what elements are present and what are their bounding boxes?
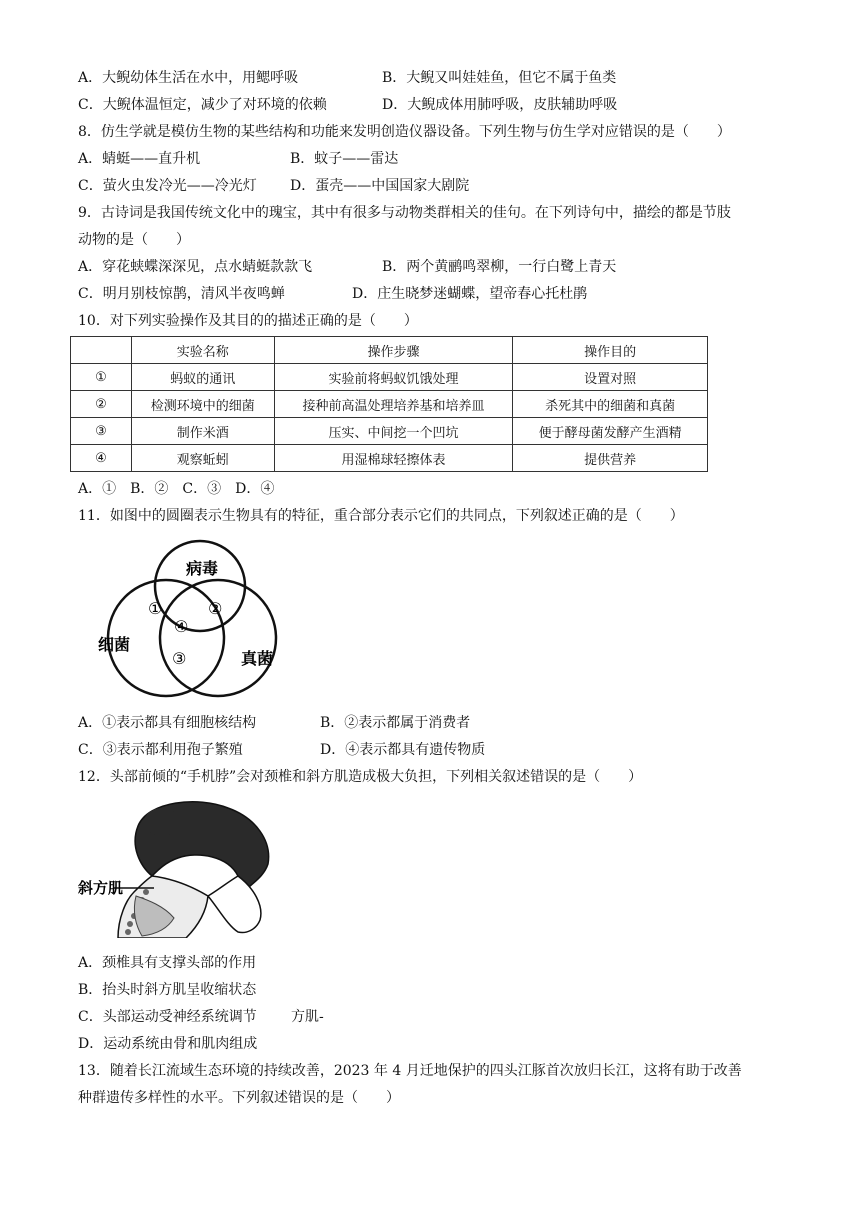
q7-option-b: B．大鲵又叫娃娃鱼，但它不属于鱼类 [382,70,617,86]
bacteria-label: 细菌 [98,635,131,654]
fungi-circle [160,580,276,696]
q8-option-d: D．蛋壳——中国国家大剧院 [290,178,470,194]
neck-posture-figure [78,796,278,938]
q11-option-c: C．③表示都利用孢子繁殖 [78,742,243,758]
table-cell: 用湿棉球轻擦体表 [274,445,513,472]
q12-option-a: A．颈椎具有支撑头部的作用 [78,955,257,971]
table-cell: 杀死其中的细菌和真菌 [513,391,708,418]
q9-option-b: B．两个黄鹂鸣翠柳，一行白鹭上青天 [382,259,617,275]
virus-label: 病毒 [186,559,219,578]
table-row [71,364,708,391]
table-cell: ③ [71,418,132,445]
table-cell: 提供营养 [513,445,708,472]
q8-option-a: A．蜻蜓——直升机 [78,151,201,167]
region-4-label: ④ [174,617,189,636]
q13-stem-line2: 种群遗传多样性的水平。下列叙述错误的是（ ） [78,1090,400,1106]
region-1-label: ① [148,599,163,618]
table-header-row [71,337,708,364]
q8-option-b: B．蚊子——雷达 [290,151,399,167]
q9-stem-line1: 9．古诗词是我国传统文化中的瑰宝，其中有很多与动物类群相关的佳句。在下列诗句中，描绘的都是节肢 [78,205,731,221]
q10-stem: 10．对下列实验操作及其目的的描述正确的是（ ） [78,313,418,329]
table-row [71,391,708,418]
q11-stem: 11．如图中的圆圈表示生物具有的特征，重合部分表示它们的共同点，下列叙述正确的是（ ） [78,508,684,524]
q9-stem-line2: 动物的是（ ） [78,232,190,248]
q9-option-a: A．穿花蛱蝶深深见，点水蜻蜓款款飞 [78,259,313,275]
q7-option-a: A．大鲵幼体生活在水中，用鳃呼吸 [78,70,299,86]
table-cell: 压实、中间挖一个凹坑 [274,418,513,445]
q12-option-d: D．运动系统由骨和肌肉组成 [78,1036,258,1052]
q7-option-c: C．大鲵体温恒定，减少了对环境的依赖 [78,97,327,113]
trapezius-label: 斜方肌 [78,879,124,897]
table-row [71,418,708,445]
q12-stem: 12．头部前倾的“手机脖”会对颈椎和斜方肌造成极大负担，下列相关叙述错误的是（ ） [78,769,643,785]
q8-option-c: C．萤火虫发冷光——冷光灯 [78,178,257,194]
q10-table [70,336,708,472]
region-2-label: ② [208,599,223,618]
table-header-cell: 操作目的 [513,337,708,364]
q13-stem-line1: 13．随着长江流域生态环境的持续改善，2023 年 4 月迁地保护的四头江豚首次放归长江，这将有助于改善 [78,1063,742,1079]
q9-option-c: C．明月别枝惊鹊，清风半夜鸣蝉 [78,286,285,302]
table-cell: 检测环境中的细菌 [131,391,274,418]
q11-option-d: D．④表示都具有遗传物质 [320,742,486,758]
table-header-cell: 操作步骤 [274,337,513,364]
table-cell: 蚂蚁的通讯 [131,364,274,391]
table-cell: 观察蚯蚓 [131,445,274,472]
virus-circle [155,541,245,631]
q12-stray-text: 方肌- [291,1009,324,1025]
table-cell: 制作米酒 [131,418,274,445]
table-cell: 设置对照 [513,364,708,391]
q10-options: A．① B．② C．③ D．④ [78,481,275,497]
q12-option-b: B．抬头时斜方肌呈收缩状态 [78,982,257,998]
q11-option-a: A．①表示都具有细胞核结构 [78,715,257,731]
table-cell: ② [71,391,132,418]
table-row [71,445,708,472]
q12-option-c: C．头部运动受神经系统调节 [78,1009,257,1025]
fungi-label: 真菌 [241,649,274,668]
table-header-cell [71,337,132,364]
region-3-label: ③ [172,649,187,668]
table-cell: 实验前将蚂蚁饥饿处理 [274,364,513,391]
table-cell: ① [71,364,132,391]
q8-stem: 8．仿生学就是模仿生物的某些结构和功能来发明创造仪器设备。下列生物与仿生学对应错误的是（ ） [78,124,731,140]
q11-option-b: B．②表示都属于消费者 [320,715,471,731]
table-header-cell: 实验名称 [131,337,274,364]
table-cell: 便于酵母菌发酵产生酒精 [513,418,708,445]
hair-bun [144,808,180,836]
table-cell: 接种前高温处理培养基和培养皿 [274,391,513,418]
table-cell: ④ [71,445,132,472]
venn-diagram [88,538,314,698]
q9-option-d: D．庄生晓梦迷蝴蝶，望帝春心托杜鹃 [352,286,588,302]
q7-option-d: D．大鲵成体用肺呼吸，皮肤辅助呼吸 [382,97,618,113]
